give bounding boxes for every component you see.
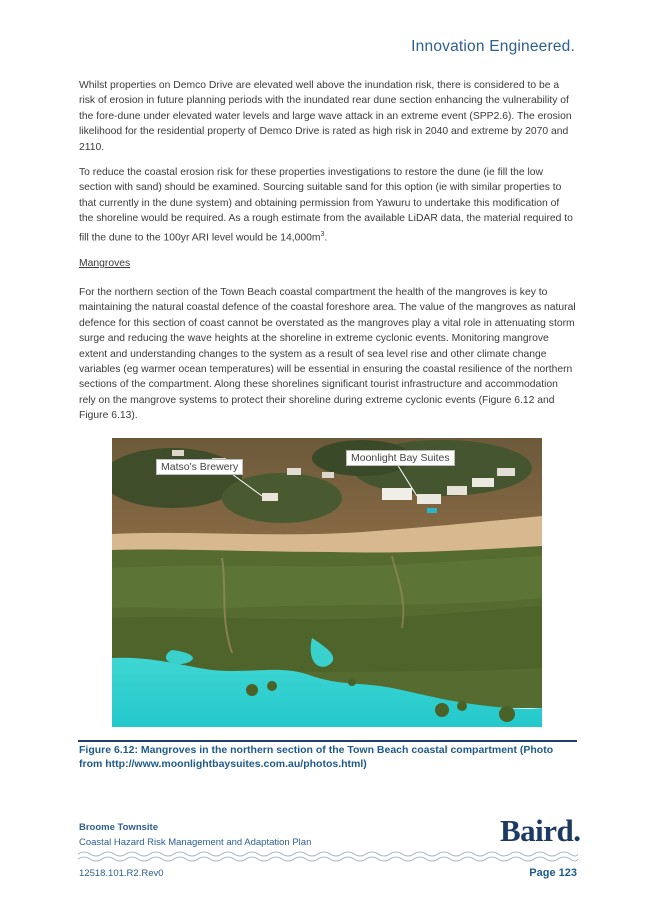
paragraph-dune-restoration-end: . — [324, 232, 328, 244]
paragraph-mangroves: For the northern section of the Town Beach coastal compartment the health of the mangroves is key to maintaining the natural coastal defence of the coastal foreshore area. The value of the mangroves as natural defence for this section of coast cannot be overstated as the mangroves play a vital role in attenuating storm surge and reducing the wave heights at the shoreline in extreme cyclonic events. Monitoring mangrove extent and understanding changes to the system as a result of sea level rise and other climate change variables (eg warmer ocean temperatures) will be essential in ensuring the coastal resilience of the northern sections of the compartment. Along these shorelines significant tourist infrastructure and accommodation rely on the mangrove systems to protect their shoreline during extreme cyclonic events (Figure 6.12 and Figure 6.13). — [79, 287, 576, 422]
footer-project-name: Broome Townsite — [79, 822, 158, 833]
section-heading-mangroves: Mangroves — [79, 258, 131, 269]
footer-page-number: Page 123 — [529, 867, 577, 879]
aerial-photo-mangroves — [112, 438, 542, 727]
aerial-photo-illustration — [112, 438, 542, 727]
superscript-cubed: 3 — [320, 230, 325, 238]
paragraph-demco-drive: Whilst properties on Demco Drive are elevated well above the inundation risk, there is considered to be a risk of erosion in future planning periods with the inundated rear dune section enhancing the vulnerability of the fore-dune under elevated water levels and large wave attack in an extreme event (SPP2.6). The erosion likelihood for the residential property of Demco Drive is rated as high risk in 2040 and extreme by 2070 and 2110. — [79, 80, 572, 153]
footer-report-reference: 12518.101.R2.Rev0 — [79, 868, 164, 879]
footer-wave-divider — [78, 850, 578, 864]
paragraph-dune-restoration — [79, 165, 576, 245]
figure-caption: Figure 6.12: Mangroves in the northern section of the Town Beach coastal compartment (Photo from http://www.moonlightbaysuites.com.au/photos.html) — [79, 744, 554, 770]
paragraph-dune-restoration-text: To reduce the coastal erosion risk for these properties investigations to restore the dune (ie fill the low section with sand) should be examined. Sourcing suitable sand for this option (ie with similar properties to that currently in the dune system) and obtaining permission from Yawuru to undertake this modification of the shoreline would be required. As a rough estimate from the available LiDAR data, the material required to fill the dune to the 100yr ARI level would be 14,000m — [79, 167, 573, 244]
baird-logo: Baird. — [500, 813, 581, 848]
callout-matsos-brewery: Matso's Brewery — [156, 459, 243, 475]
caption-divider — [78, 740, 577, 742]
callout-moonlight-bay-suites: Moonlight Bay Suites — [346, 450, 455, 466]
footer-document-title: Coastal Hazard Risk Management and Adaptation Plan — [79, 837, 312, 848]
header-tagline: Innovation Engineered. — [411, 38, 575, 55]
